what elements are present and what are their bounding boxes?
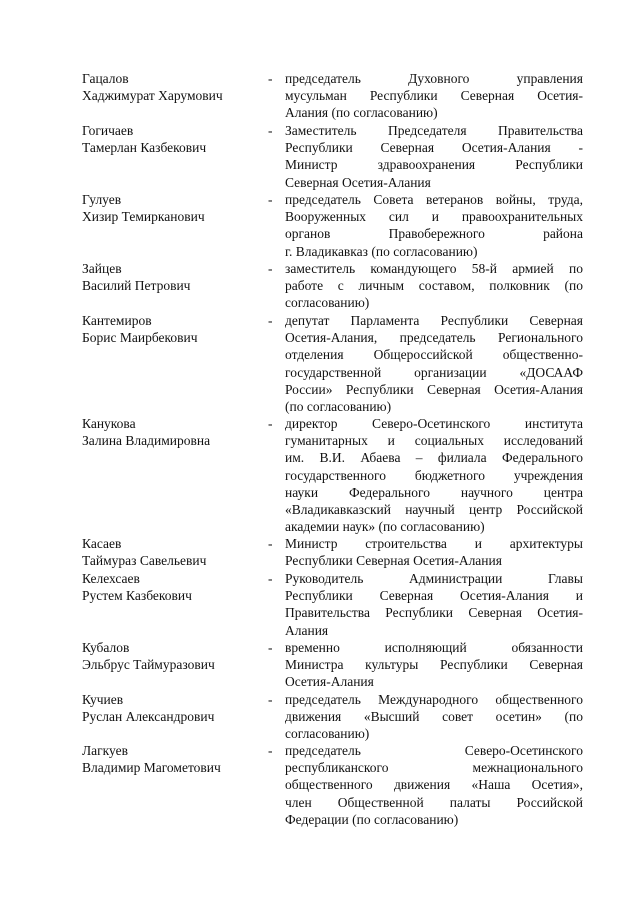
member-name [82,639,262,673]
separator-dash: - [268,71,273,86]
position-line: им. В.И. Абаева – филиала Федерального [285,450,583,466]
separator-dash: - [268,192,273,207]
member-surname: Лагкуев [82,743,128,758]
member-position [285,122,583,191]
position-line: науки Федерального научного центра [285,484,583,500]
position-line: работе с личным составом, полковник (по [285,278,583,294]
position-line: Министр здравоохранения Республики [285,157,583,173]
position-line: Федерации (по согласованию) [285,811,459,827]
member-position [285,260,583,312]
separator-dash: - [268,313,273,328]
member-surname: Гогичаев [82,123,134,138]
member-given-name: Хаджимурат Харумович [82,88,223,104]
separator-dash: - [268,536,273,551]
member-surname: Гулуев [82,192,122,207]
position-line: председатель Северо-Осетинского [285,743,583,758]
member-name [82,312,262,346]
member-name [82,691,262,725]
position-line: органов Правобережного района [285,226,583,242]
member-name [82,570,262,604]
member-given-name: Таймураз Савельевич [82,553,207,569]
position-line: Правительства Республики Северная Осетия- [285,605,583,621]
member-given-name: Руслан Александрович [82,709,215,725]
member-surname: Гацалов [82,71,129,86]
position-line: государственного бюджетного учреждения [285,467,583,483]
position-line: заместитель командующего 58-й армией по [285,261,583,276]
position-line: России» Республики Северная Осетия-Алания [285,381,583,397]
position-line: Осетия-Алания, председатель Регионального [285,330,583,346]
position-line: Министр строительства и архитектуры [285,536,583,551]
member-name [82,742,262,776]
member-given-name: Хизир Темирканович [82,209,205,225]
member-position [285,742,583,828]
separator-dash: - [268,123,273,138]
position-line: Республики Северная Осетия-Алания - [285,140,583,156]
member-surname: Касаев [82,536,122,551]
member-surname: Кантемиров [82,313,152,328]
position-line: директор Северо-Осетинского института [285,416,583,431]
position-line: отделения Общероссийской общественно- [285,347,583,363]
separator-dash: - [268,692,273,707]
position-line: (по согласованию) [285,399,392,415]
position-line: Заместитель Председателя Правительства [285,123,583,138]
member-given-name: Василий Петрович [82,278,191,294]
member-name [82,415,262,449]
member-surname: Кубалов [82,640,130,655]
member-position [285,570,583,639]
position-line: общественного движения «Наша Осетия», [285,777,583,793]
position-line: Республики Северная Осетия-Алания [285,553,502,569]
member-surname: Зайцев [82,261,122,276]
position-line: согласованию) [285,295,370,311]
position-line: академии наук» (по согласованию) [285,519,485,535]
member-surname: Кучиев [82,692,124,707]
position-line: Министра культуры Республики Северная [285,657,583,673]
member-position [285,691,583,743]
position-line: государственной организации «ДОСААФ [285,364,583,380]
position-line: гуманитарных и социальных исследований [285,433,583,449]
position-line: Руководитель Администрации Главы [285,571,583,586]
position-line: депутат Парламента Республики Северная [285,313,583,328]
separator-dash: - [268,261,273,276]
position-line: Алания [285,622,329,638]
position-line: «Владикавказский научный центр Российской [285,502,583,518]
member-position [285,415,583,535]
position-line: Республики Северная Осетия-Алания и [285,588,583,604]
member-position [285,191,583,260]
position-line: временно исполняющий обязанности [285,640,583,655]
member-given-name: Борис Маирбекович [82,330,198,346]
member-given-name: Владимир Магометович [82,760,221,776]
member-given-name: Залина Владимировна [82,433,211,449]
member-name [82,122,262,156]
position-line: движения «Высший совет осетин» (по [285,709,583,725]
member-surname: Канукова [82,416,136,431]
separator-dash: - [268,416,273,431]
member-name [82,191,262,225]
position-line: председатель Совета ветеранов войны, труда, [285,192,583,207]
position-line: Осетия-Алания [285,674,374,690]
position-line: Вооруженных сил и правоохранительных [285,209,583,225]
member-position [285,70,583,122]
member-position [285,535,583,569]
member-name [82,535,262,569]
position-line: председатель Международного общественного [285,692,583,707]
position-line: республиканского межнационального [285,760,583,776]
position-line: Алания (по согласованию) [285,105,438,121]
member-name [82,260,262,294]
position-line: член Общественной палаты Российской [285,794,583,810]
position-line: г. Владикавказ (по согласованию) [285,243,478,259]
position-line: председатель Духовного управления [285,71,583,86]
member-given-name: Тамерлан Казбекович [82,140,207,156]
position-line: мусульман Республики Северная Осетия- [285,88,583,104]
member-position [285,639,583,691]
member-position [285,312,583,415]
separator-dash: - [268,571,273,586]
position-line: Северная Осетия-Алания [285,174,431,190]
member-name [82,70,262,104]
position-line: согласованию) [285,726,370,742]
member-given-name: Рустем Казбекович [82,588,192,604]
separator-dash: - [268,640,273,655]
member-given-name: Эльбрус Таймуразович [82,657,215,673]
separator-dash: - [268,743,273,758]
member-surname: Келехсаев [82,571,140,586]
